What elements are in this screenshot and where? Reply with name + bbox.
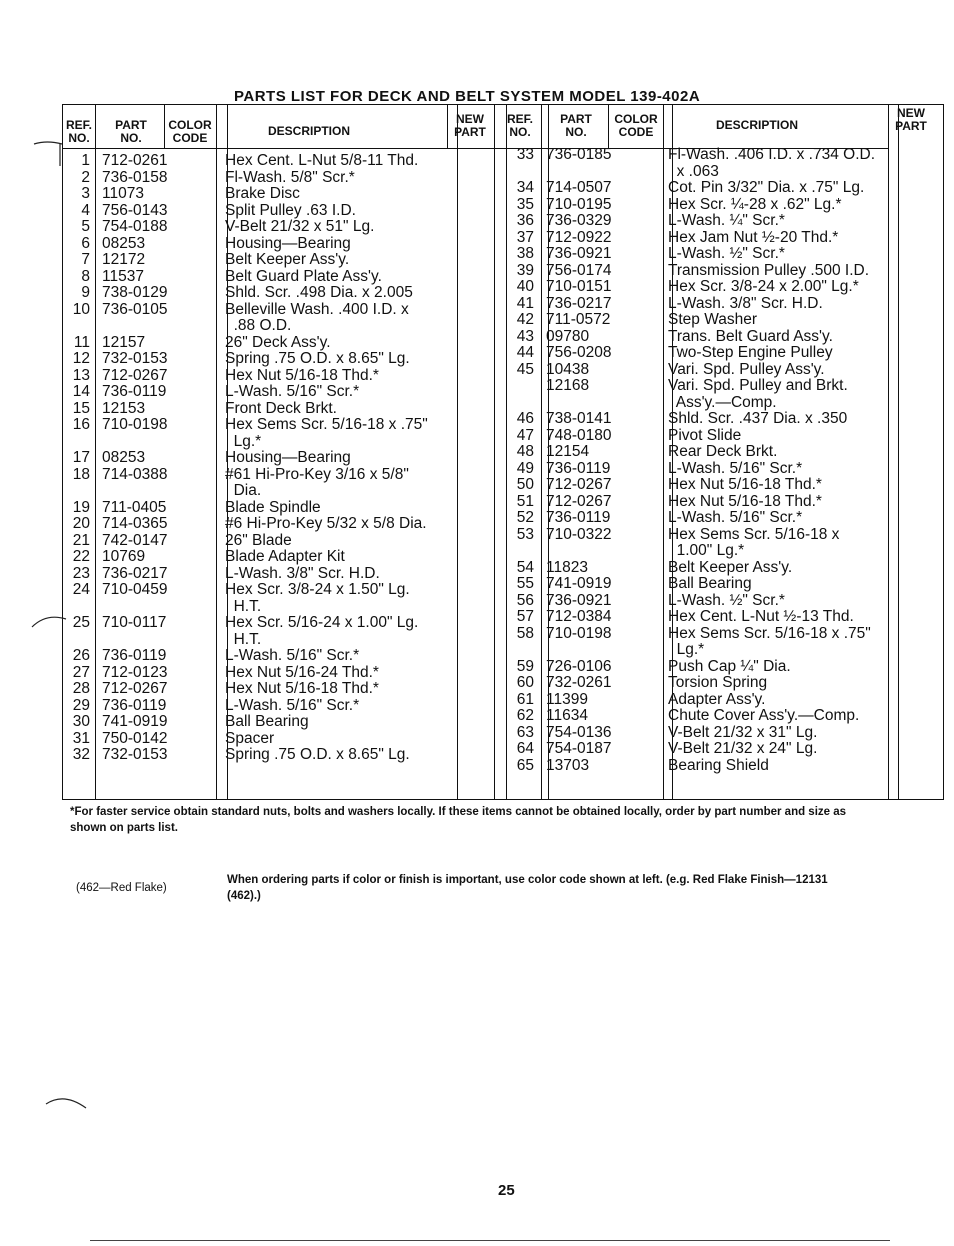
part-description: Hex Sems Scr. 5/16-18 x 1.00" Lg.* [668,525,840,559]
part-description: V-Belt 21/32 x 31" Lg. [668,723,818,741]
color-note-text: When ordering parts if color or finish is important, use color code shown at left. (e.g. Red Flake Finish—12131 (462).) [227,874,828,902]
part-number: 712-0267 [102,366,168,384]
part-number: 736-0217 [546,294,612,312]
part-number: 712-0267 [102,680,168,697]
ref-number: 29 [72,696,90,714]
ref-number: 7 [81,251,90,268]
part-description: Spacer [225,729,275,747]
part-number: 756-0208 [546,344,612,361]
ref-number: 32 [72,746,90,763]
part-number: 10769 [102,548,146,565]
part-number: 712-0123 [102,663,168,681]
part-description: L-Wash. 5/16" Scr.* [668,459,803,477]
color-note-code: (462—Red Flake) [76,882,167,894]
ref-number: 30 [72,713,90,730]
ref-number: 20 [72,515,90,532]
margin-mark [30,605,70,635]
part-description: Shld. Scr. .498 Dia. x 2.005 [225,284,413,301]
part-description: Bearing Shield [668,756,769,774]
part-number: 710-0322 [546,525,612,543]
table-divider [541,104,542,800]
part-number: 748-0180 [546,426,612,444]
ref-number: 48 [516,443,534,460]
part-description: Split Pulley .63 I.D. [225,201,356,219]
table-divider [663,104,664,800]
part-number: 712-0384 [546,608,612,625]
ref-number: 8 [81,267,90,285]
part-description: Hex Cent. L-Nut 5/8-11 Thd. [225,152,419,169]
ref-number: 52 [516,509,534,526]
ref-number: 61 [516,690,534,708]
ref-number: 37 [516,228,534,246]
part-number: 712-0267 [546,476,612,493]
part-description: Ball Bearing [668,575,752,592]
part-number: 736-0119 [546,459,611,477]
table-divider [457,104,458,800]
table-divider [898,104,899,800]
header-new-part: NEW PART [454,112,486,139]
ref-number: 6 [81,234,90,252]
part-description: Two-Step Engine Pulley [668,344,833,361]
ref-number: 25 [72,614,90,631]
part-number: 736-0329 [546,212,612,229]
part-description: Pivot Slide [668,426,742,444]
ref-number: 18 [72,465,90,483]
part-number: 10438 [546,360,590,378]
part-number: 11399 [546,690,588,708]
part-description: Vari. Spd. Pulley and Brkt. Ass'y.—Comp. [668,377,848,411]
ref-number: 65 [516,756,534,774]
table-divider [447,104,448,148]
part-description: Fl-Wash. 5/8" Scr.* [225,168,355,186]
part-number: 710-0459 [102,581,168,598]
part-description: Hex Scr. 5/16-24 x 1.00" Lg. H.T. [225,614,419,648]
ref-number: 63 [516,723,534,741]
part-description: L-Wash. 3/8" Scr. H.D. [668,294,823,312]
part-description: Ball Bearing [225,713,309,730]
part-number: 11073 [102,185,144,202]
part-description: Push Cap ¼" Dia. [668,657,791,675]
part-description: V-Belt 21/32 x 51" Lg. [225,218,375,235]
part-number: 738-0129 [102,284,168,301]
part-number: 741-0919 [102,713,168,730]
part-number: 710-0198 [546,624,612,642]
part-description: 26" Deck Ass'y. [225,333,331,351]
part-number: 08253 [102,449,146,466]
header-part-no: PART NO. [115,118,147,145]
part-number: 711-0572 [546,311,611,328]
part-description: Hex Scr. 3/8-24 x 2.00" Lg.* [668,278,859,295]
part-number: 754-0187 [546,740,612,757]
ref-number: 12 [72,350,90,367]
part-number: 736-0217 [102,564,168,582]
ref-number: 51 [516,492,534,510]
part-number: 710-0117 [102,614,167,631]
part-number: 738-0141 [546,410,612,427]
part-description: Front Deck Brkt. [225,399,337,417]
part-description: Blade Spindle [225,498,321,516]
ref-number: 19 [72,498,90,516]
margin-mark [32,130,72,170]
part-description: Vari. Spd. Pulley Ass'y. [668,360,825,378]
part-number: 732-0153 [102,746,168,763]
part-number: 09780 [546,327,590,345]
ref-number: 16 [72,416,90,433]
ref-number: 1 [81,152,90,169]
ref-number: 13 [72,366,90,384]
ref-number: 55 [516,575,534,592]
ref-number: 31 [72,729,90,747]
part-number: 726-0106 [546,657,612,675]
part-number: 736-0921 [546,591,612,609]
ref-number: 10 [72,300,90,318]
header-color-code-right: COLOR CODE [614,112,658,139]
ref-number: 36 [516,212,534,229]
ref-number: 45 [516,360,534,378]
header-ref-no: REF. NO. [65,118,92,145]
table-divider [216,104,217,800]
ref-number: 28 [72,680,90,697]
part-description: Hex Sems Scr. 5/16-18 x .75" Lg.* [668,624,871,658]
page-number: 25 [498,1182,515,1199]
header-new-part-right: NEW PART [895,106,927,133]
part-number: 710-0151 [546,278,612,295]
part-description: Adapter Ass'y. [668,690,766,708]
part-description: Hex Nut 5/16-18 Thd.* [668,492,822,510]
ref-number: 39 [516,261,534,279]
part-description: Belt Keeper Ass'y. [225,251,350,268]
part-description: Hex Cent. L-Nut ½-13 Thd. [668,608,854,625]
part-description: L-Wash. 5/16" Scr.* [668,509,803,526]
ref-number: 57 [516,608,534,625]
bottom-rule [90,1240,890,1241]
ref-number: 64 [516,740,534,757]
ref-number: 17 [72,449,90,466]
ref-number: 47 [516,426,534,444]
part-number: 12172 [102,251,146,268]
ref-number: 46 [516,410,534,427]
ref-number: 41 [516,294,534,312]
ref-number: 59 [516,657,534,675]
ref-number: 49 [516,459,534,477]
part-number: 712-0267 [546,492,612,510]
table-divider [95,104,96,800]
part-description: Spring .75 O.D. x 8.65" Lg. [225,746,410,763]
part-description: Hex Nut 5/16-18 Thd.* [225,680,379,697]
ref-number: 62 [516,707,534,724]
ref-number: 54 [516,558,534,576]
header-description: DESCRIPTION [268,124,351,138]
part-description: L-Wash. 5/16" Scr.* [225,647,360,664]
part-number: 712-0261 [102,152,168,169]
ref-number: 22 [72,548,90,565]
part-number: 736-0119 [102,383,167,400]
ref-number: 26 [72,647,90,664]
part-number: 756-0143 [102,201,168,219]
ref-number: 40 [516,278,534,295]
part-number: 12153 [102,399,146,417]
part-description: Hex Nut 5/16-24 Thd.* [225,663,379,681]
part-number: 714-0507 [546,179,612,196]
header-ref-no-right: REF. NO. [506,112,533,139]
part-description: Rear Deck Brkt. [668,443,778,460]
ref-number: 24 [72,581,90,598]
header-part-no-right: PART NO. [560,112,592,139]
ref-number: 23 [72,564,90,582]
ref-number: 50 [516,476,534,493]
part-description: Brake Disc [225,185,300,202]
part-number: 12157 [102,333,146,351]
part-description: L-Wash. ¼" Scr.* [668,212,785,229]
part-number: 742-0147 [102,531,168,549]
ref-number: 43 [516,327,534,345]
ref-number: 58 [516,624,534,642]
part-description: L-Wash. 5/16" Scr.* [225,696,360,714]
ref-number: 9 [81,284,90,301]
ref-number: 27 [72,663,90,681]
ref-number: 21 [72,531,90,549]
part-description: L-Wash. 3/8" Scr. H.D. [225,564,380,582]
table-divider [494,104,495,800]
ref-number: 38 [516,245,534,262]
ref-number: 14 [72,383,90,400]
part-description: Housing—Bearing [225,234,351,252]
part-description: Torsion Spring [668,674,768,691]
part-description: Spring .75 O.D. x 8.65" Lg. [225,350,410,367]
part-number: 736-0185 [546,146,612,163]
part-description: Transmission Pulley .500 I.D. [668,261,870,279]
ref-number: 35 [516,195,534,213]
part-description: #6 Hi-Pro-Key 5/32 x 5/8 Dia. [225,515,427,532]
ref-number: 15 [72,399,90,417]
part-number: 11823 [546,558,588,576]
part-number: 736-0119 [102,647,167,664]
part-number: 710-0198 [102,416,168,433]
part-description: Trans. Belt Guard Ass'y. [668,327,833,345]
part-description: Belleville Wash. .400 I.D. x .88 O.D. [225,300,409,334]
part-description: Hex Scr. ¼-28 x .62" Lg.* [668,195,842,213]
part-description: Shld. Scr. .437 Dia. x .350 [668,410,848,427]
ref-number: 11 [73,333,90,351]
part-description: 26" Blade [225,531,292,549]
ref-number: 34 [516,179,534,196]
ref-number: 3 [81,185,90,202]
ref-number: 2 [81,168,90,186]
part-number: 12168 [546,377,590,394]
part-description: Blade Adapter Kit [225,548,345,565]
ref-number: 56 [516,591,534,609]
part-number: 736-0119 [546,509,611,526]
part-description: L-Wash. 5/16" Scr.* [225,383,360,400]
ref-number: 44 [516,344,534,361]
part-description: L-Wash. ½" Scr.* [668,245,785,262]
part-number: 736-0119 [102,696,167,714]
part-number: 13703 [546,756,590,774]
margin-mark [44,1088,94,1118]
part-description: Step Washer [668,311,758,328]
part-number: 08253 [102,234,146,252]
part-number: 712-0922 [546,228,612,246]
part-number: 714-0365 [102,515,168,532]
part-number: 714-0388 [102,465,168,483]
ref-number: 42 [516,311,534,328]
part-description: Hex Nut 5/16-18 Thd.* [225,366,379,384]
part-description: Chute Cover Ass'y.—Comp. [668,707,860,724]
ref-number: 53 [516,525,534,543]
part-description: #61 Hi-Pro-Key 3/16 x 5/8" Dia. [225,465,409,499]
part-number: 711-0405 [102,498,167,516]
table-divider [888,104,889,800]
part-number: 736-0158 [102,168,168,186]
part-number: 756-0174 [546,261,612,279]
part-description: V-Belt 21/32 x 24" Lg. [668,740,818,757]
part-number: 710-0195 [546,195,612,213]
part-number: 741-0919 [546,575,612,592]
part-description: Hex Nut 5/16-18 Thd.* [668,476,822,493]
part-description: Cot. Pin 3/32" Dia. x .75" Lg. [668,179,865,196]
ref-number: 4 [81,201,90,219]
part-number: 732-0261 [546,674,612,691]
header-description-right: DESCRIPTION [716,118,799,132]
header-color-code: COLOR CODE [168,118,212,145]
part-description: Belt Keeper Ass'y. [668,558,793,576]
part-number: 732-0153 [102,350,168,367]
part-number: 750-0142 [102,729,168,747]
ref-number: 33 [516,146,534,163]
part-description: Housing—Bearing [225,449,351,466]
part-description: Fl-Wash. .406 I.D. x .734 O.D. x .063 [668,146,876,180]
ref-number: 5 [81,218,90,235]
part-description: Belt Guard Plate Ass'y. [225,267,382,285]
part-number: 12154 [546,443,590,460]
part-number: 754-0188 [102,218,168,235]
part-number: 754-0136 [546,723,612,741]
part-description: Hex Sems Scr. 5/16-18 x .75" Lg.* [225,416,428,450]
ref-number: 60 [516,674,534,691]
part-number: 736-0921 [546,245,612,262]
part-number: 11537 [102,267,144,285]
page-title: PARTS LIST FOR DECK AND BELT SYSTEM MODEL 139-402A [234,88,701,105]
part-number: 11634 [546,707,588,724]
part-number: 736-0105 [102,300,168,318]
part-description: Hex Jam Nut ½-20 Thd.* [668,228,839,246]
footnote: *For faster service obtain standard nuts, bolts and washers locally. If these items cannot be obtained locally, order by part number and size as shown on parts list. [70,806,847,834]
part-description: Hex Scr. 3/8-24 x 1.50" Lg. H.T. [225,581,410,615]
part-description: L-Wash. ½" Scr.* [668,591,785,609]
